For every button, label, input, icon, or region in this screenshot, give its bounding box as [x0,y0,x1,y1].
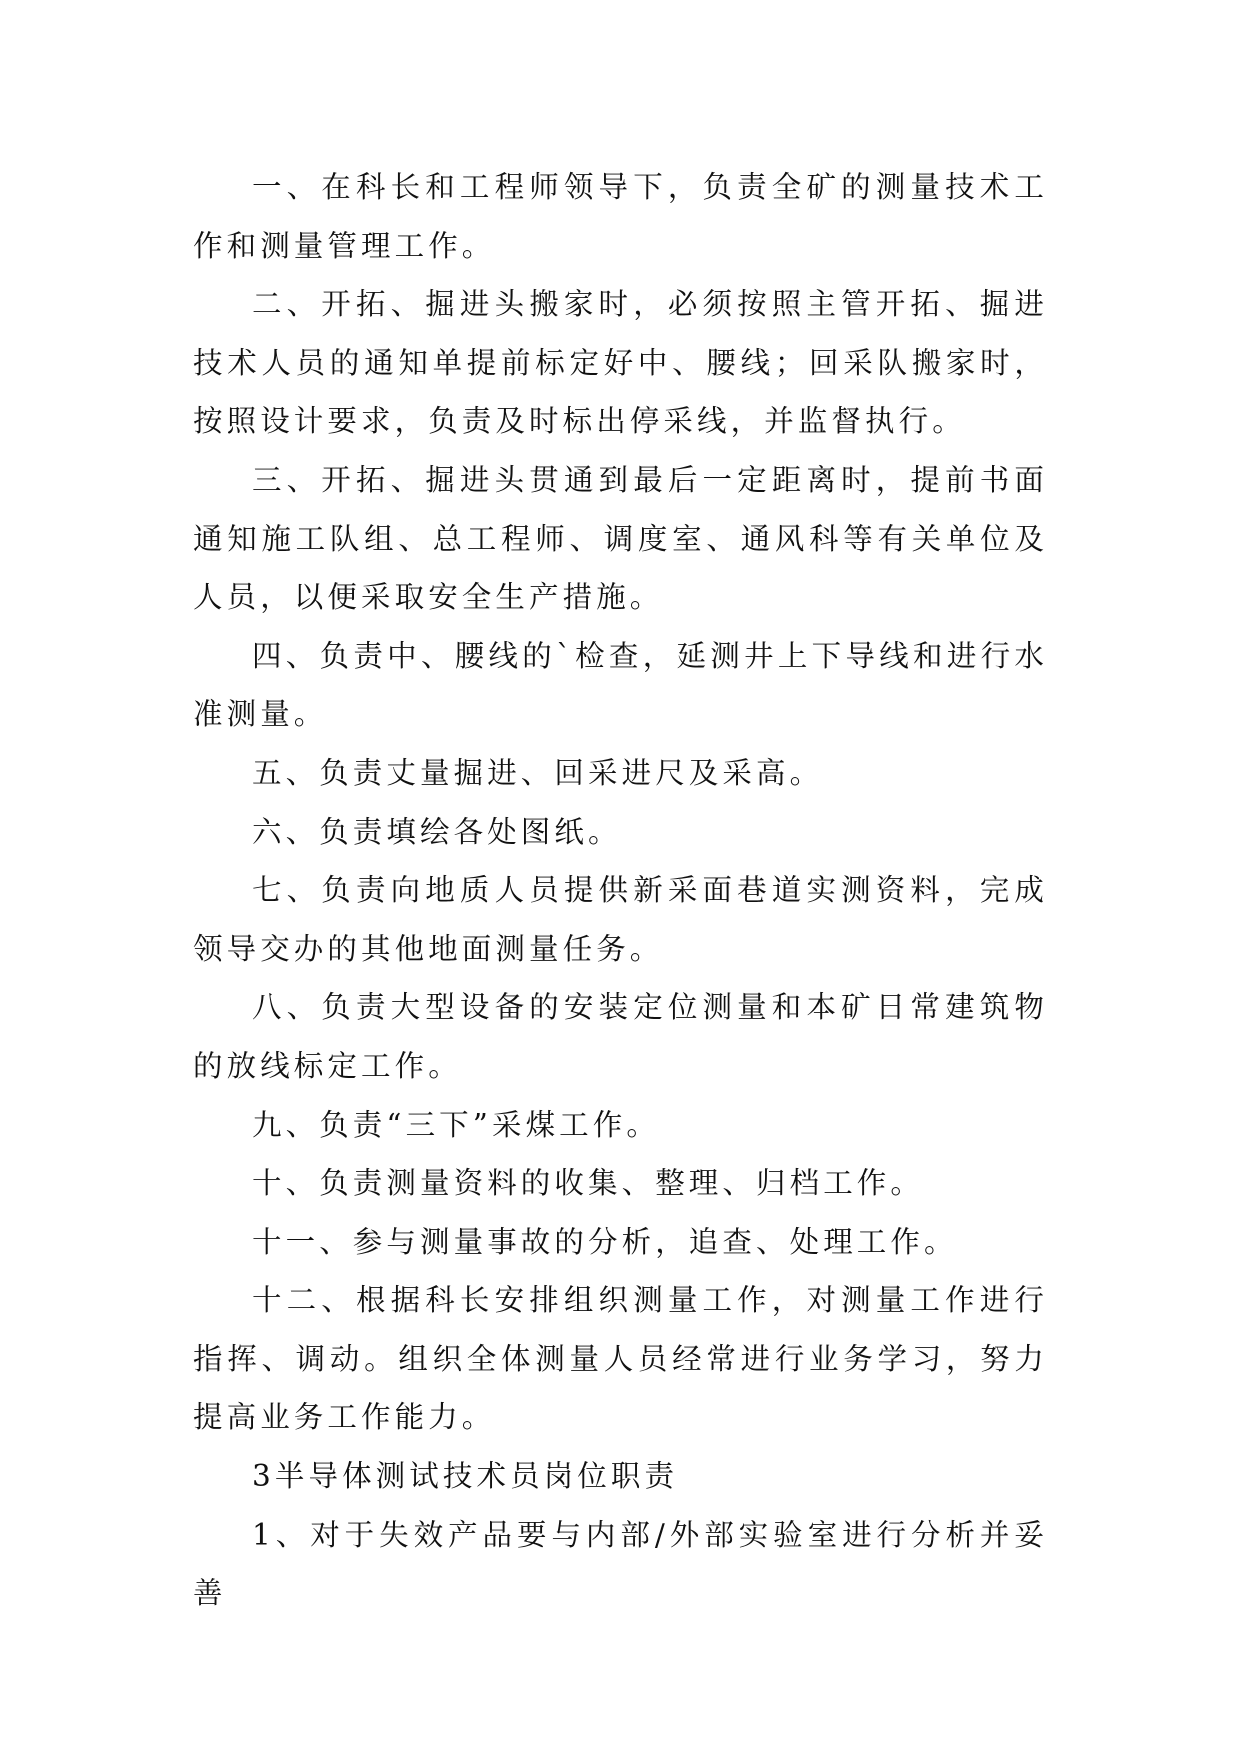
document-body [193,158,1048,1623]
paragraph-14: 1、对于失效产品要与内部/外部实验室进行分析并妥善 [193,1517,1048,1611]
paragraph-4: 四、负责中、腰线的`检查，延测井上下导线和进行水准测量。 [193,638,1048,732]
paragraph-12: 十二、根据科长安排组织测量工作，对测量工作进行指挥、调动。组织全体测量人员经常进行业务学习，努力提高业务工作能力。 [193,1283,1048,1435]
paragraph-7: 七、负责向地质人员提供新采面巷道实测资料，完成领导交办的其他地面测量任务。 [193,873,1048,966]
paragraph-9: 九、负责“三下”采煤工作。 [252,1107,660,1142]
paragraph-6: 六、负责填绘各处图纸。 [252,814,622,849]
paragraph-2: 二、开拓、掘进头搬家时，必须按照主管开拓、掘进技术人员的通知单提前标定好中、腰线；回采队搬家时，按照设计要求，负责及时标出停采线，并监督执行。 [193,287,1048,439]
paragraph-10: 十、负责测量资料的收集、整理、归档工作。 [252,1166,925,1201]
paragraph-1: 一、在科长和工程师领导下，负责全矿的测量技术工作和测量管理工作。 [193,170,1048,263]
section-heading: 3半导体测试技术员岗位职责 [252,1459,679,1494]
paragraph-5: 五、负责丈量掘进、回采进尺及采高。 [252,755,824,790]
paragraph-11: 十一、参与测量事故的分析，追查、处理工作。 [252,1224,958,1259]
paragraph-3: 三、开拓、掘进头贯通到最后一定距离时，提前书面通知施工队组、总工程师、调度室、通风科等有关单位及人员，以便采取安全生产措施。 [193,462,1048,615]
paragraph-8: 八、负责大型设备的安装定位测量和本矿日常建筑物的放线标定工作。 [193,990,1048,1083]
